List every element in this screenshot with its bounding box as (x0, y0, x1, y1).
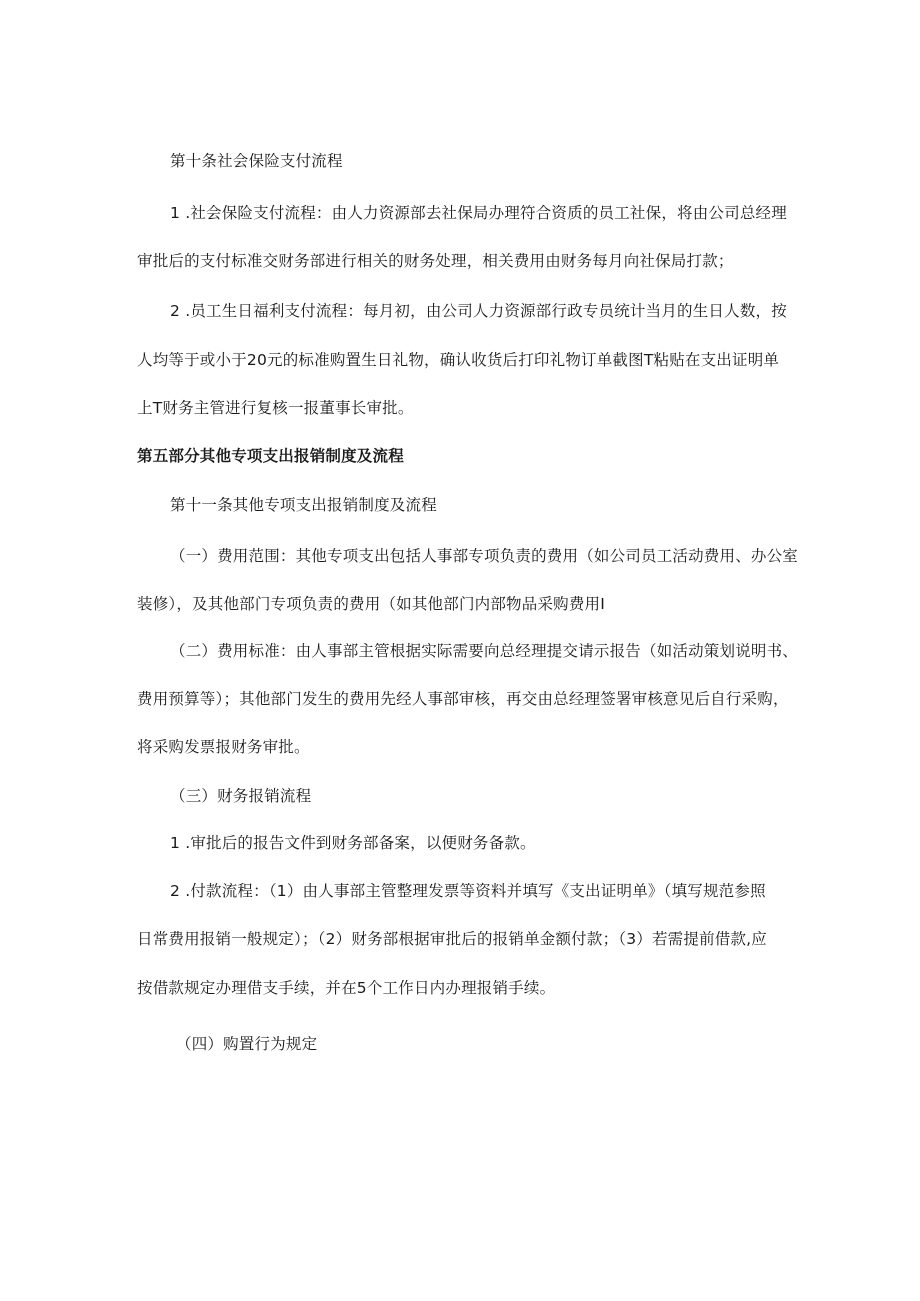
article-11-title: 第十一条其他专项支出报销制度及流程 (170, 496, 437, 514)
section-4-title: （四）购置行为规定 (176, 1035, 318, 1053)
section-3-item-2-line-1: 2 .付款流程：（1）由人事部主管整理发票等资料并填写《支出证明单》（填写规范参照 (170, 882, 766, 900)
section-1-line-1: （一）费用范围：其他专项支出包括人事部专项负责的费用（如公司员工活动费用、办公室 (170, 547, 799, 565)
article-10-item-2-line-2: 人均等于或小于20元的标准购置生日礼物，确认收货后打印礼物订单截图T粘贴在支出证明单 (137, 351, 780, 369)
article-10-item-2-line-1: 2 .员工生日福利支付流程：每月初，由公司人力资源部行政专员统计当月的生日人数，按 (170, 302, 787, 320)
article-10-item-1-line-2: 审批后的支付标准交财务部进行相关的财务处理，相关费用由财务每月向社保局打款； (137, 252, 734, 270)
section-3-item-2-line-3: 按借款规定办理借支手续，并在5个工作日内办理报销手续。 (137, 979, 556, 997)
section-2-line-2: 费用预算等）；其他部门发生的费用先经人事部审核，再交由总经理签署审核意见后自行采购， (137, 690, 789, 708)
article-10-item-2-line-3: 上T财务主管进行复核一报董事长审批。 (137, 399, 414, 417)
article-10-item-1-line-1: 1 .社会保险支付流程：由人力资源部去社保局办理符合资质的员工社保，将由公司总经理 (170, 204, 787, 222)
section-2-line-3: 将采购发票报财务审批。 (137, 738, 310, 756)
article-10-title: 第十条社会保险支付流程 (170, 152, 343, 170)
section-1-line-2: 装修），及其他部门专项负责的费用（如其他部门内部物品采购费用I (137, 595, 606, 613)
part-5-heading: 第五部分其他专项支出报销制度及流程 (137, 447, 404, 465)
section-3-item-2-line-2: 日常费用报销一般规定）；（2）财务部根据审批后的报销单金额付款；（3）若需提前借款,应 (137, 930, 768, 948)
section-2-line-1: （二）费用标准：由人事部主管根据实际需要向总经理提交请示报告（如活动策划说明书、 (170, 642, 799, 660)
section-3-title: （三）财务报销流程 (170, 787, 312, 805)
section-3-item-1: 1 .审批后的报告文件到财务部备案，以便财务备款。 (170, 834, 536, 852)
